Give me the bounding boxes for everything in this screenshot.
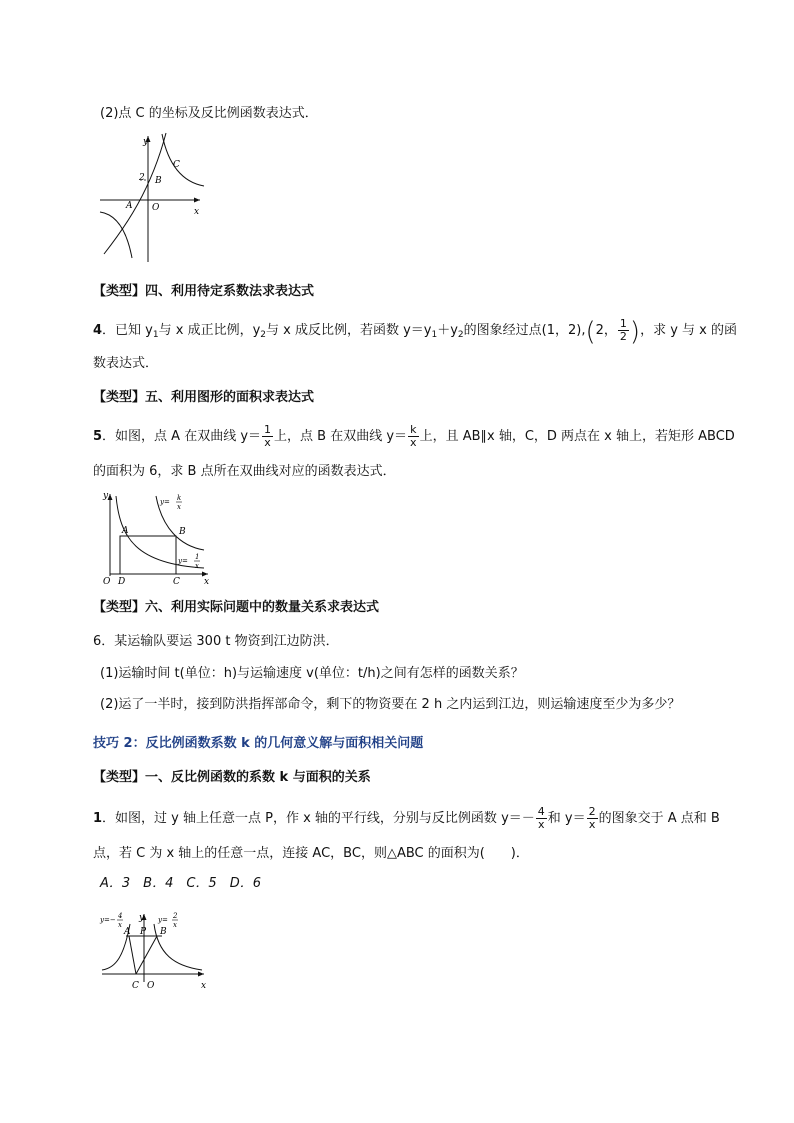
point-d-label: D [118, 577, 126, 587]
point-c-label: C [173, 160, 180, 170]
origin-label: O [103, 577, 111, 587]
svg-text:y=: y= [160, 498, 170, 506]
question-4-line2: 数表达式． [93, 356, 159, 371]
axis-label-y: y [139, 913, 145, 923]
section-heading: 【类型】一、反比例函数的系数 k 与面积的关系 [93, 770, 371, 785]
section-heading: 【类型】五、利用图形的面积求表达式 [93, 390, 315, 405]
axis-label-x: x [194, 207, 200, 217]
svg-text:y=: y= [178, 557, 188, 565]
origin-label: O [152, 203, 160, 213]
origin-label: O [147, 981, 155, 991]
svg-text:x: x [177, 503, 181, 511]
figure-triangle-hyperbolas [96, 906, 212, 996]
figure-hyperbola-line [96, 130, 208, 264]
question-6: 6．某运输队要运 300 t 物资到江边防洪． [93, 634, 339, 649]
question-part: (2)点 C 的坐标及反比例函数表达式． [100, 106, 318, 121]
axis-label-y: y [103, 491, 109, 501]
point-b-label: B [155, 176, 162, 186]
question-6-part1: (1)运输时间 t(单位：h)与运输速度 v(单位：t/h)之间有怎样的函数关系？ [100, 666, 524, 681]
question-4: 4．已知 $y_1$与 x 成正比例，$y_2$与 x 成反比例，若函数 $y=y_1+y_2$的图象经过点(1，2),(2， $\frac{1}{2}$ )，求 y 与 x 的函 [93, 317, 737, 347]
figure-rectangle-hyperbolas [96, 488, 216, 588]
svg-text:4: 4 [118, 912, 123, 920]
section-heading: 【类型】六、利用实际问题中的数量关系求表达式 [93, 600, 380, 615]
question-5-line2: 的面积为 6，求 B 点所在双曲线对应的函数表达式． [93, 464, 396, 479]
point-c-label: C [132, 981, 139, 991]
point-a-label: A [124, 927, 131, 937]
axis-label-x: x [204, 577, 210, 587]
question-6-part2: (2)运了一半时，接到防洪指挥部命令，剩下的物资要在 2 h 之内运到江边，则运输速度至少为多少？ [100, 697, 681, 712]
tick-label-2: 2 [139, 173, 145, 183]
svg-text:y=−: y=− [100, 916, 116, 924]
point-p-label: P [140, 927, 147, 937]
question-1: 1．如图，过 y 轴上任意一点 P，作 x 轴的平行线，分别与反比例函数 y＝－ $\frac{4}{x}$ 和 y＝ $\frac{2}{x}$ 的图象交于 A 点和 B [93, 805, 720, 831]
point-b-label: B [179, 527, 186, 537]
fraction: $\frac{k}{x}$ [410, 423, 417, 449]
point-b-label: B [160, 927, 167, 937]
question-5: 5．如图，点 A 在双曲线 y＝ $\frac{1}{x}$ 上，点 B 在双曲线 y＝ $\frac{k}{x}$ 上，且 AB∥x 轴，C，D 两点在 x 轴上，若矩形 ABCD [93, 423, 735, 449]
fraction: $\frac{2}{x}$ [588, 805, 596, 831]
svg-text:x: x [173, 921, 177, 929]
svg-text:y=: y= [158, 916, 168, 924]
point-a-label: A [122, 526, 129, 536]
point-a-label: A [126, 201, 133, 211]
axis-label-x: x [201, 981, 207, 991]
axis-label-y: y [143, 137, 149, 147]
svg-text:x: x [118, 921, 122, 929]
svg-text:x: x [195, 562, 199, 570]
svg-text:2: 2 [173, 912, 178, 920]
fraction: $\frac{1}{x}$ [264, 423, 272, 449]
fraction: $\frac{1}{2}$ [619, 317, 627, 343]
svg-text:1: 1 [195, 553, 200, 561]
point-c-label: C [173, 577, 180, 587]
svg-text:k: k [177, 494, 182, 502]
question-1-line2: 点，若 C 为 x 轴上的任意一点，连接 AC，BC，则△ABC 的面积为( )． [93, 846, 529, 861]
fraction: $\frac{4}{x}$ [537, 805, 545, 831]
tip-heading: 技巧 2：反比例函数系数 k 的几何意义解与面积相关问题 [93, 736, 424, 751]
section-heading: 【类型】四、利用待定系数法求表达式 [93, 284, 315, 299]
answer-options: A．3 B．4 C．5 D．6 [100, 876, 261, 891]
